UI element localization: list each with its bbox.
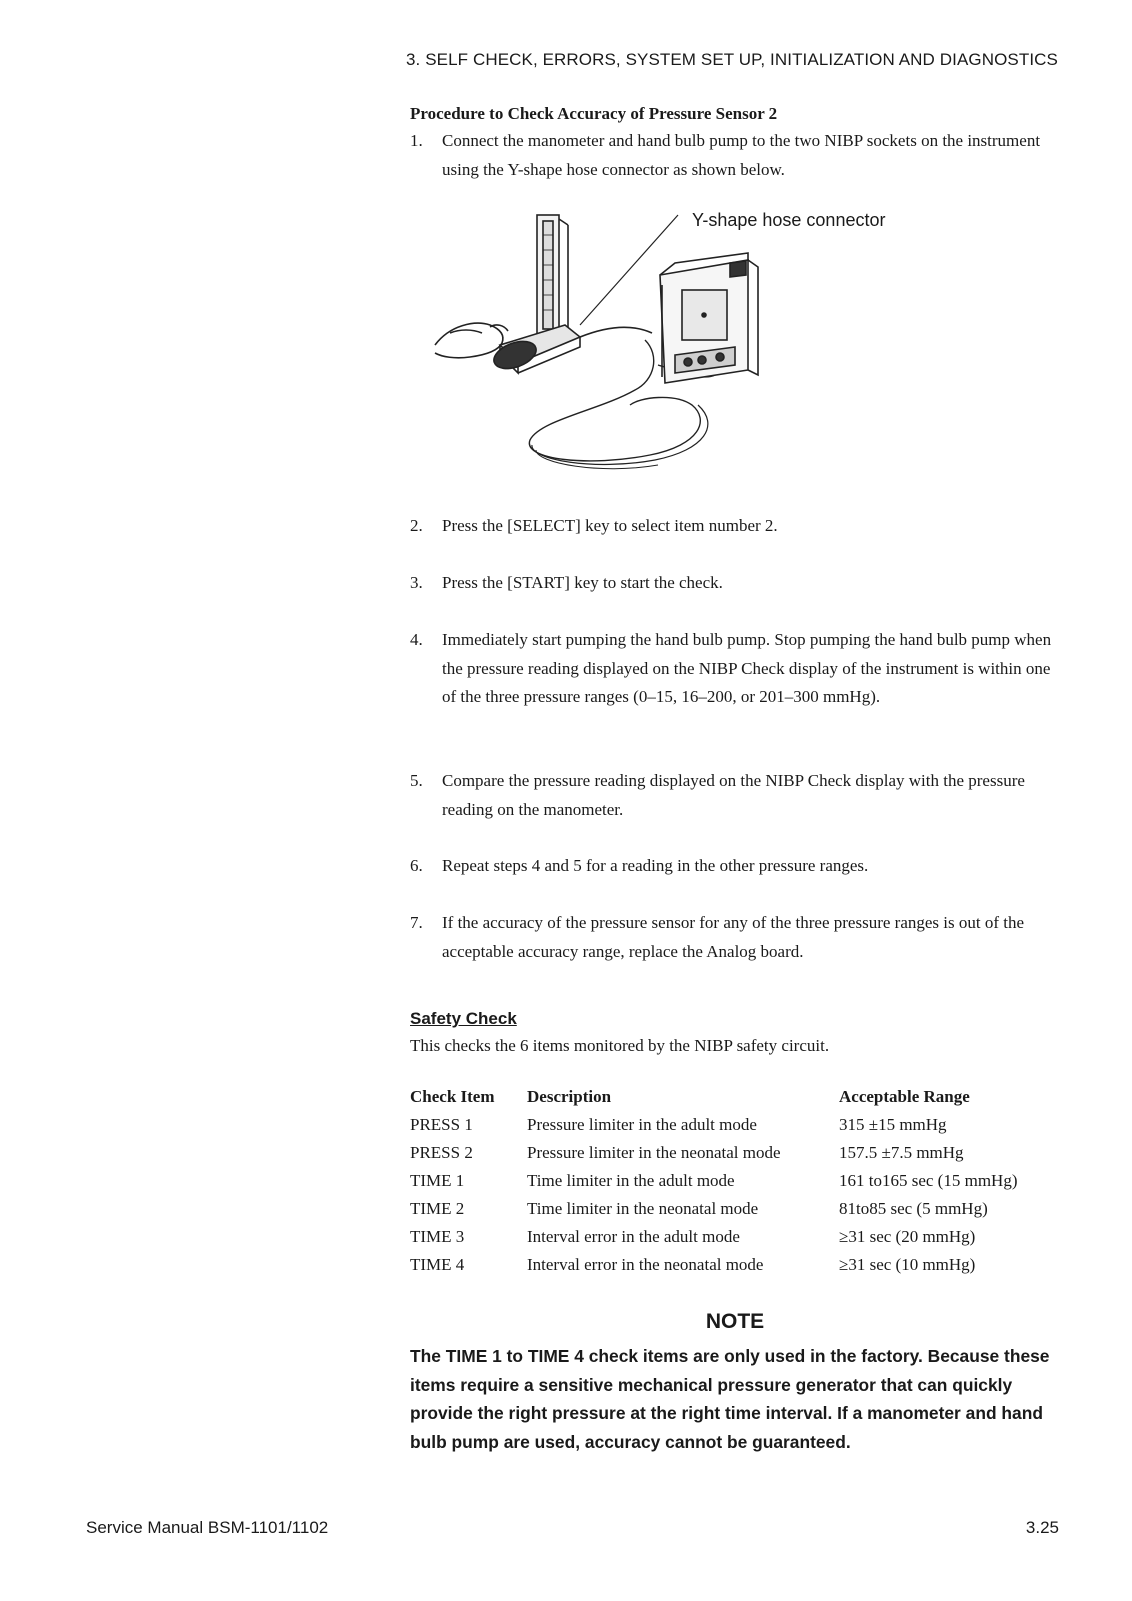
table-cell: Pressure limiter in the adult mode — [527, 1115, 757, 1134]
table-cell: Pressure limiter in the neonatal mode — [527, 1143, 781, 1162]
table-cell: TIME 1 — [410, 1171, 465, 1190]
step-3 — [410, 569, 1060, 598]
step-1 — [410, 127, 1060, 184]
step-6 — [410, 852, 1060, 881]
table-row — [410, 1171, 1070, 1199]
manometer-setup-illustration — [430, 205, 900, 495]
table-cell: Time limiter in the adult mode — [527, 1171, 735, 1190]
note-heading: NOTE — [705, 1310, 765, 1333]
step-number: 5. — [410, 771, 423, 790]
table-cell: ≥31 sec (10 mmHg) — [839, 1255, 976, 1274]
step-number: 1. — [410, 131, 423, 150]
step-text: Compare the pressure reading displayed on the NIBP Check display with the pressure reading on the manometer. — [442, 771, 1025, 819]
column-header: Description — [527, 1087, 612, 1106]
step-number: 2. — [410, 516, 423, 535]
table-cell: 81to85 sec (5 mmHg) — [839, 1199, 988, 1218]
step-number: 6. — [410, 856, 423, 875]
step-7 — [410, 909, 1060, 966]
page-number: 3.25 — [1025, 1518, 1059, 1537]
step-4 — [410, 626, 1060, 712]
step-5 — [410, 767, 1060, 824]
footer-manual-title: Service Manual BSM-1101/1102 — [86, 1518, 329, 1537]
table-row — [410, 1255, 1070, 1283]
column-header: Check Item — [410, 1087, 495, 1106]
step-text: Press the [START] key to start the check. — [442, 573, 723, 592]
table-cell: 315 ±15 mmHg — [839, 1115, 947, 1134]
table-row — [410, 1227, 1070, 1255]
table-cell: Interval error in the adult mode — [527, 1227, 740, 1246]
step-number: 4. — [410, 630, 423, 649]
step-number: 3. — [410, 573, 423, 592]
table-cell: 157.5 ±7.5 mmHg — [839, 1143, 964, 1162]
step-text: Repeat steps 4 and 5 for a reading in the other pressure ranges. — [442, 856, 869, 875]
note-body: The TIME 1 to TIME 4 check items are only used in the factory. Because these items require a sensitive mechanical pressure generator that can quickly provide the right pressure at the right time interval. If a manometer and hand bulb pump are used, accuracy cannot be guaranteed. — [410, 1346, 1050, 1452]
table-cell: PRESS 1 — [410, 1115, 473, 1134]
step-2 — [410, 512, 1060, 541]
procedure-title: Procedure to Check Accuracy of Pressure Sensor 2 — [410, 104, 778, 123]
step-text: Press the [SELECT] key to select item number 2. — [442, 516, 778, 535]
safety-check-intro: This checks the 6 items monitored by the NIBP safety circuit. — [410, 1036, 830, 1055]
table-cell: TIME 2 — [410, 1199, 465, 1218]
safety-check-heading: Safety Check — [410, 1009, 517, 1028]
table-cell: Interval error in the neonatal mode — [527, 1255, 764, 1274]
table-cell: TIME 3 — [410, 1227, 465, 1246]
table-header-row — [410, 1087, 1070, 1115]
table-cell: PRESS 2 — [410, 1143, 473, 1162]
step-text: Connect the manometer and hand bulb pump to the two NIBP sockets on the instrument using the Y-shape hose connector as shown below. — [442, 131, 1041, 179]
table-cell: TIME 4 — [410, 1255, 465, 1274]
table-cell: 161 to165 sec (15 mmHg) — [839, 1171, 1018, 1190]
step-text: If the accuracy of the pressure sensor for any of the three pressure ranges is out of the acceptable accuracy range, replace the Analog board. — [442, 913, 1025, 961]
figure-caption: Y-shape hose connector — [692, 210, 886, 230]
step-number: 7. — [410, 913, 423, 932]
table-cell: ≥31 sec (20 mmHg) — [839, 1227, 976, 1246]
page-header: 3. SELF CHECK, ERRORS, SYSTEM SET UP, INITIALIZATION AND DIAGNOSTICS — [406, 50, 1058, 69]
table-row — [410, 1115, 1070, 1143]
step-text: Immediately start pumping the hand bulb pump. Stop pumping the hand bulb pump when the pressure reading displayed on the NIBP Check display of the instrument is within one of the three pressure ranges (0–15, 16–200, or 201–300 mmHg). — [442, 630, 1052, 706]
table-cell: Time limiter in the neonatal mode — [527, 1199, 759, 1218]
table-row — [410, 1199, 1070, 1227]
table-row — [410, 1143, 1070, 1171]
column-header: Acceptable Range — [839, 1087, 970, 1106]
